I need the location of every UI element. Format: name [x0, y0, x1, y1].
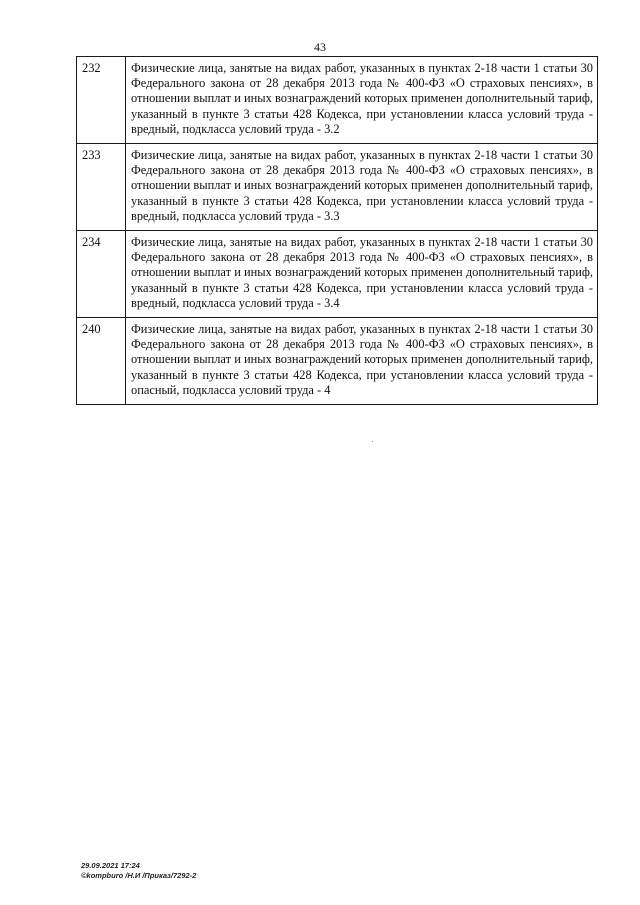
document-footer	[81, 861, 196, 881]
row-code: 233	[77, 144, 126, 231]
table-row	[77, 231, 598, 318]
row-description: Физические лица, занятые на видах работ, указанных в пунктах 2-18 части 1 статьи 30 Федерального закона от 28 декабря 2013 года № 400-ФЗ «О страховых пенсиях», в отношении выплат и иных вознаграждений которых применен дополнительный тариф, указанный в пункте 3 статьи 428 Кодекса, при установлении класса условий труда - вредный, подкласса условий труда - 3.2	[126, 57, 598, 144]
row-description: Физические лица, занятые на видах работ, указанных в пунктах 2-18 части 1 статьи 30 Федерального закона от 28 декабря 2013 года № 400-ФЗ «О страховых пенсиях», в отношении выплат и иных вознаграждений которых применен дополнительный тариф, указанный в пункте 3 статьи 428 Кодекса, при установлении класса условий труда - вредный, подкласса условий труда - 3.3	[126, 144, 598, 231]
row-code: 234	[77, 231, 126, 318]
row-code: 240	[77, 318, 126, 405]
table-row	[77, 318, 598, 405]
row-description: Физические лица, занятые на видах работ, указанных в пунктах 2-18 части 1 статьи 30 Федерального закона от 28 декабря 2013 года № 400-ФЗ «О страховых пенсиях», в отношении выплат и иных вознаграждений которых применен дополнительный тариф, указанный в пункте 3 статьи 428 Кодекса, при установлении класса условий труда - вредный, подкласса условий труда - 3.4	[126, 231, 598, 318]
row-code: 232	[77, 57, 126, 144]
table-row	[77, 144, 598, 231]
codes-table	[76, 56, 598, 405]
table-row	[77, 57, 598, 144]
scan-speck	[372, 441, 373, 442]
footer-document-reference: ©kompburo /Н.И /Приказ/7292-2	[81, 871, 197, 880]
footer-timestamp: 29.09.2021 17:24	[81, 861, 140, 870]
page-number: 43	[314, 40, 326, 54]
row-description: Физические лица, занятые на видах работ, указанных в пунктах 2-18 части 1 статьи 30 Федерального закона от 28 декабря 2013 года № 400-ФЗ «О страховых пенсиях», в отношении выплат и иных вознаграждений которых применен дополнительный тариф, указанный в пункте 3 статьи 428 Кодекса, при установлении класса условий труда - опасный, подкласса условий труда - 4	[126, 318, 598, 405]
